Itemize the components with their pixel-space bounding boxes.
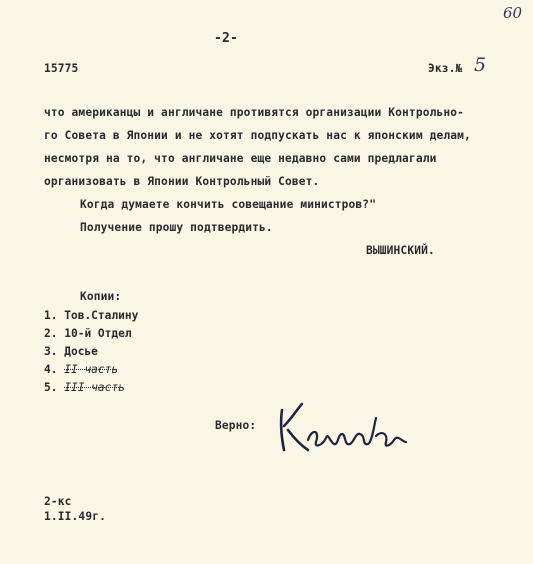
signature-name: ВЫШИНСКИЙ. — [366, 244, 435, 257]
confirm-line: Получение прошу подтвердить. — [80, 221, 273, 234]
copy-label: Экз.№ — [428, 62, 463, 75]
handwritten-signature — [272, 396, 422, 458]
question-line: Когда думаете кончить совещание министров?" — [80, 198, 377, 211]
copy-item-number: 1. — [44, 309, 58, 322]
verified-label: Верно: — [215, 419, 257, 432]
copy-item-number: 4. — [44, 363, 58, 376]
copy-number: 5 — [474, 54, 487, 76]
footer-date: 1.II.49г. — [44, 510, 106, 523]
copy-item-number: 5. — [44, 381, 58, 394]
body-line-2: го Совета в Японии и не хотят подпускать нас к японским делам, — [44, 129, 471, 142]
body-line-3: несмотря на то, что англичане еще недавно сами предлагали — [44, 152, 437, 165]
copy-item-text: Тов.Сталину — [64, 309, 139, 322]
body-line-4: организовать в Японии Контрольный Совет. — [44, 175, 320, 188]
copy-item-text: III часть — [64, 381, 125, 394]
copy-item — [44, 361, 138, 379]
copies-list — [44, 307, 138, 397]
footer-code: 2-кс — [44, 495, 72, 508]
copy-item — [44, 379, 138, 397]
copy-item — [44, 307, 138, 325]
copy-item-text: 10-й Отдел — [64, 327, 132, 340]
copy-item — [44, 343, 138, 361]
copy-item-number: 3. — [44, 345, 58, 358]
copy-item-number: 2. — [44, 327, 58, 340]
page-marker: -2- — [214, 31, 238, 46]
copies-heading: Копии: — [80, 290, 122, 303]
document-number: 15775 — [44, 62, 79, 75]
copy-item — [44, 325, 138, 343]
copy-item-text: II часть — [64, 363, 119, 376]
body-line-1: что американцы и англичане противятся организации Контрольно- — [44, 106, 465, 119]
copy-item-text: Досье — [64, 345, 98, 358]
archive-page-number: 60 — [503, 4, 523, 22]
